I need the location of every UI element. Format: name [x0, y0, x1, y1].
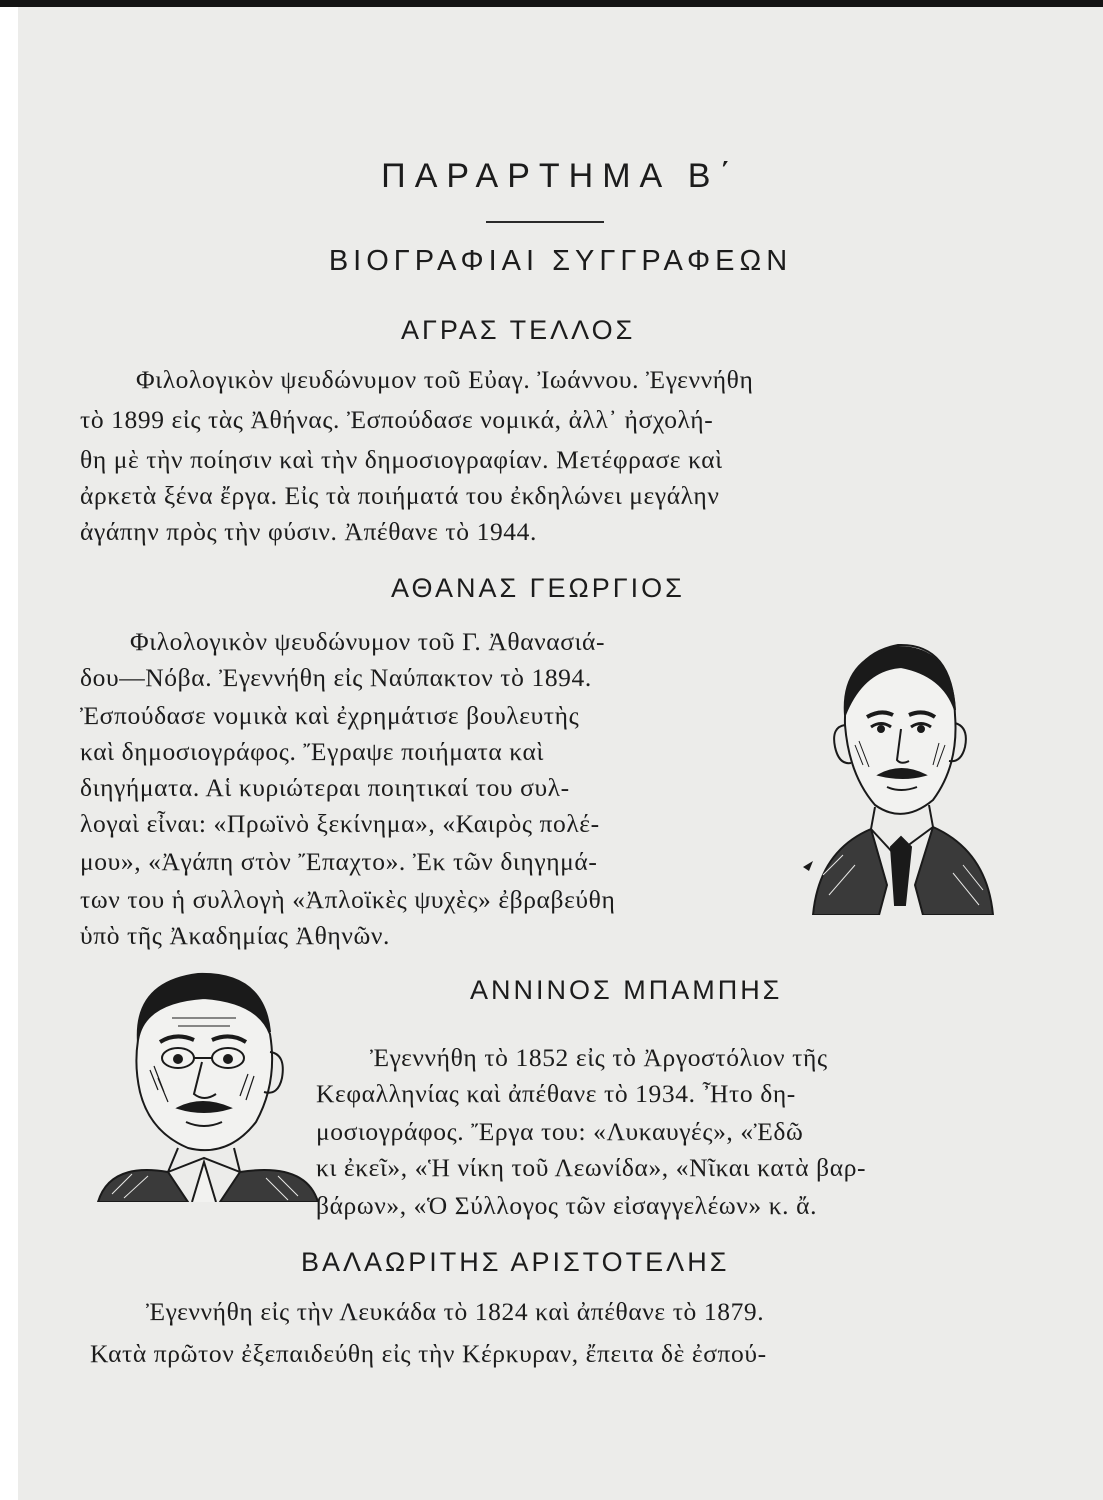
appendix-title: ΠΑΡΑΡΤΗΜΑ Β΄: [381, 157, 740, 195]
bio-line: δου—Νόβα. Ἐγεννήθη εἰς Ναύπακτον τὸ 1894.: [80, 663, 592, 692]
bio-line: τὸ 1899 εἰς τὰς Ἀθήνας. Ἐσπούδασε νομικά, ἀλλ᾽ ἠσχολή-: [80, 405, 714, 434]
bio-line: Κεφαλληνίας καὶ ἀπέθανε τὸ 1934. Ἦτο δη-: [316, 1079, 796, 1108]
bio-line: μου», «Ἀγάπη στὸν Ἔπαχτο». Ἐκ τῶν διηγημά-: [80, 847, 598, 876]
bio-line: λογαὶ εἶναι: «Πρωϊνὸ ξεκίνημα», «Καιρὸς πολέ-: [80, 809, 600, 838]
bio-line: ὑπὸ τῆς Ἀκαδημίας Ἀθηνῶν.: [80, 921, 390, 950]
author-heading-agras: ΑΓΡΑΣ ΤΕΛΛΟΣ: [401, 315, 636, 345]
title-divider: [486, 221, 604, 223]
bio-line: των του ἡ συλλογὴ «Ἀπλοϊκὲς ψυχὲς» ἐβραβεύθη: [80, 885, 616, 914]
book-page: [18, 7, 1103, 1500]
portrait-anninos-illustration: [88, 962, 328, 1202]
author-heading-athanas: ΑΘΑΝΑΣ ΓΕΩΡΓΙΟΣ: [391, 573, 685, 603]
bio-line: ἀγάπην πρὸς τὴν φύσιν. Ἀπέθανε τὸ 1944.: [80, 517, 537, 546]
section-subtitle: ΒΙΟΓΡΑΦΙΑΙ ΣΥΓΓΡΑΦΕΩΝ: [328, 245, 793, 277]
portrait-athanas-illustration: [783, 615, 1003, 915]
author-heading-valaoritis: ΒΑΛΑΩΡΙΤΗΣ ΑΡΙΣΤΟΤΕΛΗΣ: [301, 1247, 730, 1277]
bio-line: καὶ δημοσιογράφος. Ἔγραψε ποιήματα καὶ: [80, 737, 544, 766]
bio-line: Φιλολογικὸν ψευδώνυμον τοῦ Γ. Ἀθανασιά-: [130, 627, 606, 656]
bio-line: Φιλολογικὸν ψευδώνυμον τοῦ Εὐαγ. Ἰωάννου. Ἐγεννήθη: [136, 365, 754, 394]
bio-line: ἀρκετὰ ξένα ἔργα. Εἰς τὰ ποιήματά του ἐκδηλώνει μεγάλην: [80, 481, 720, 510]
bio-line: θη μὲ τὴν ποίησιν καὶ τὴν δημοσιογραφίαν. Μετέφρασε καὶ: [80, 445, 723, 474]
author-heading-anninos: ΑΝΝΙΝΟΣ ΜΠΑΜΠΗΣ: [470, 975, 783, 1005]
bio-line: Κατὰ πρῶτον ἐξεπαιδεύθη εἰς τὴν Κέρκυραν, ἔπειτα δὲ ἐσπού-: [90, 1339, 767, 1368]
bio-line: μοσιογράφος. Ἔργα του: «Λυκαυγές», «Ἐδῶ: [316, 1117, 804, 1146]
bio-line: κι ἐκεῖ», «Ἡ νίκη τοῦ Λεωνίδα», «Νῖκαι κατὰ βαρ-: [316, 1153, 867, 1182]
scan-top-edge: [0, 0, 1103, 7]
bio-line: Ἐσπούδασε νομικὰ καὶ ἐχρημάτισε βουλευτὴς: [80, 701, 580, 730]
bio-line: Ἐγεννήθη τὸ 1852 εἰς τὸ Ἀργοστόλιον τῆς: [370, 1043, 828, 1072]
bio-line: Ἐγεννήθη εἰς τὴν Λευκάδα τὸ 1824 καὶ ἀπέθανε τὸ 1879.: [146, 1297, 765, 1326]
bio-line: διηγήματα. Αἱ κυριώτεραι ποιητικαί του συλ-: [80, 773, 570, 802]
bio-line: βάρων», «Ὁ Σύλλογος τῶν εἰσαγγελέων» κ. ἄ.: [316, 1191, 818, 1220]
